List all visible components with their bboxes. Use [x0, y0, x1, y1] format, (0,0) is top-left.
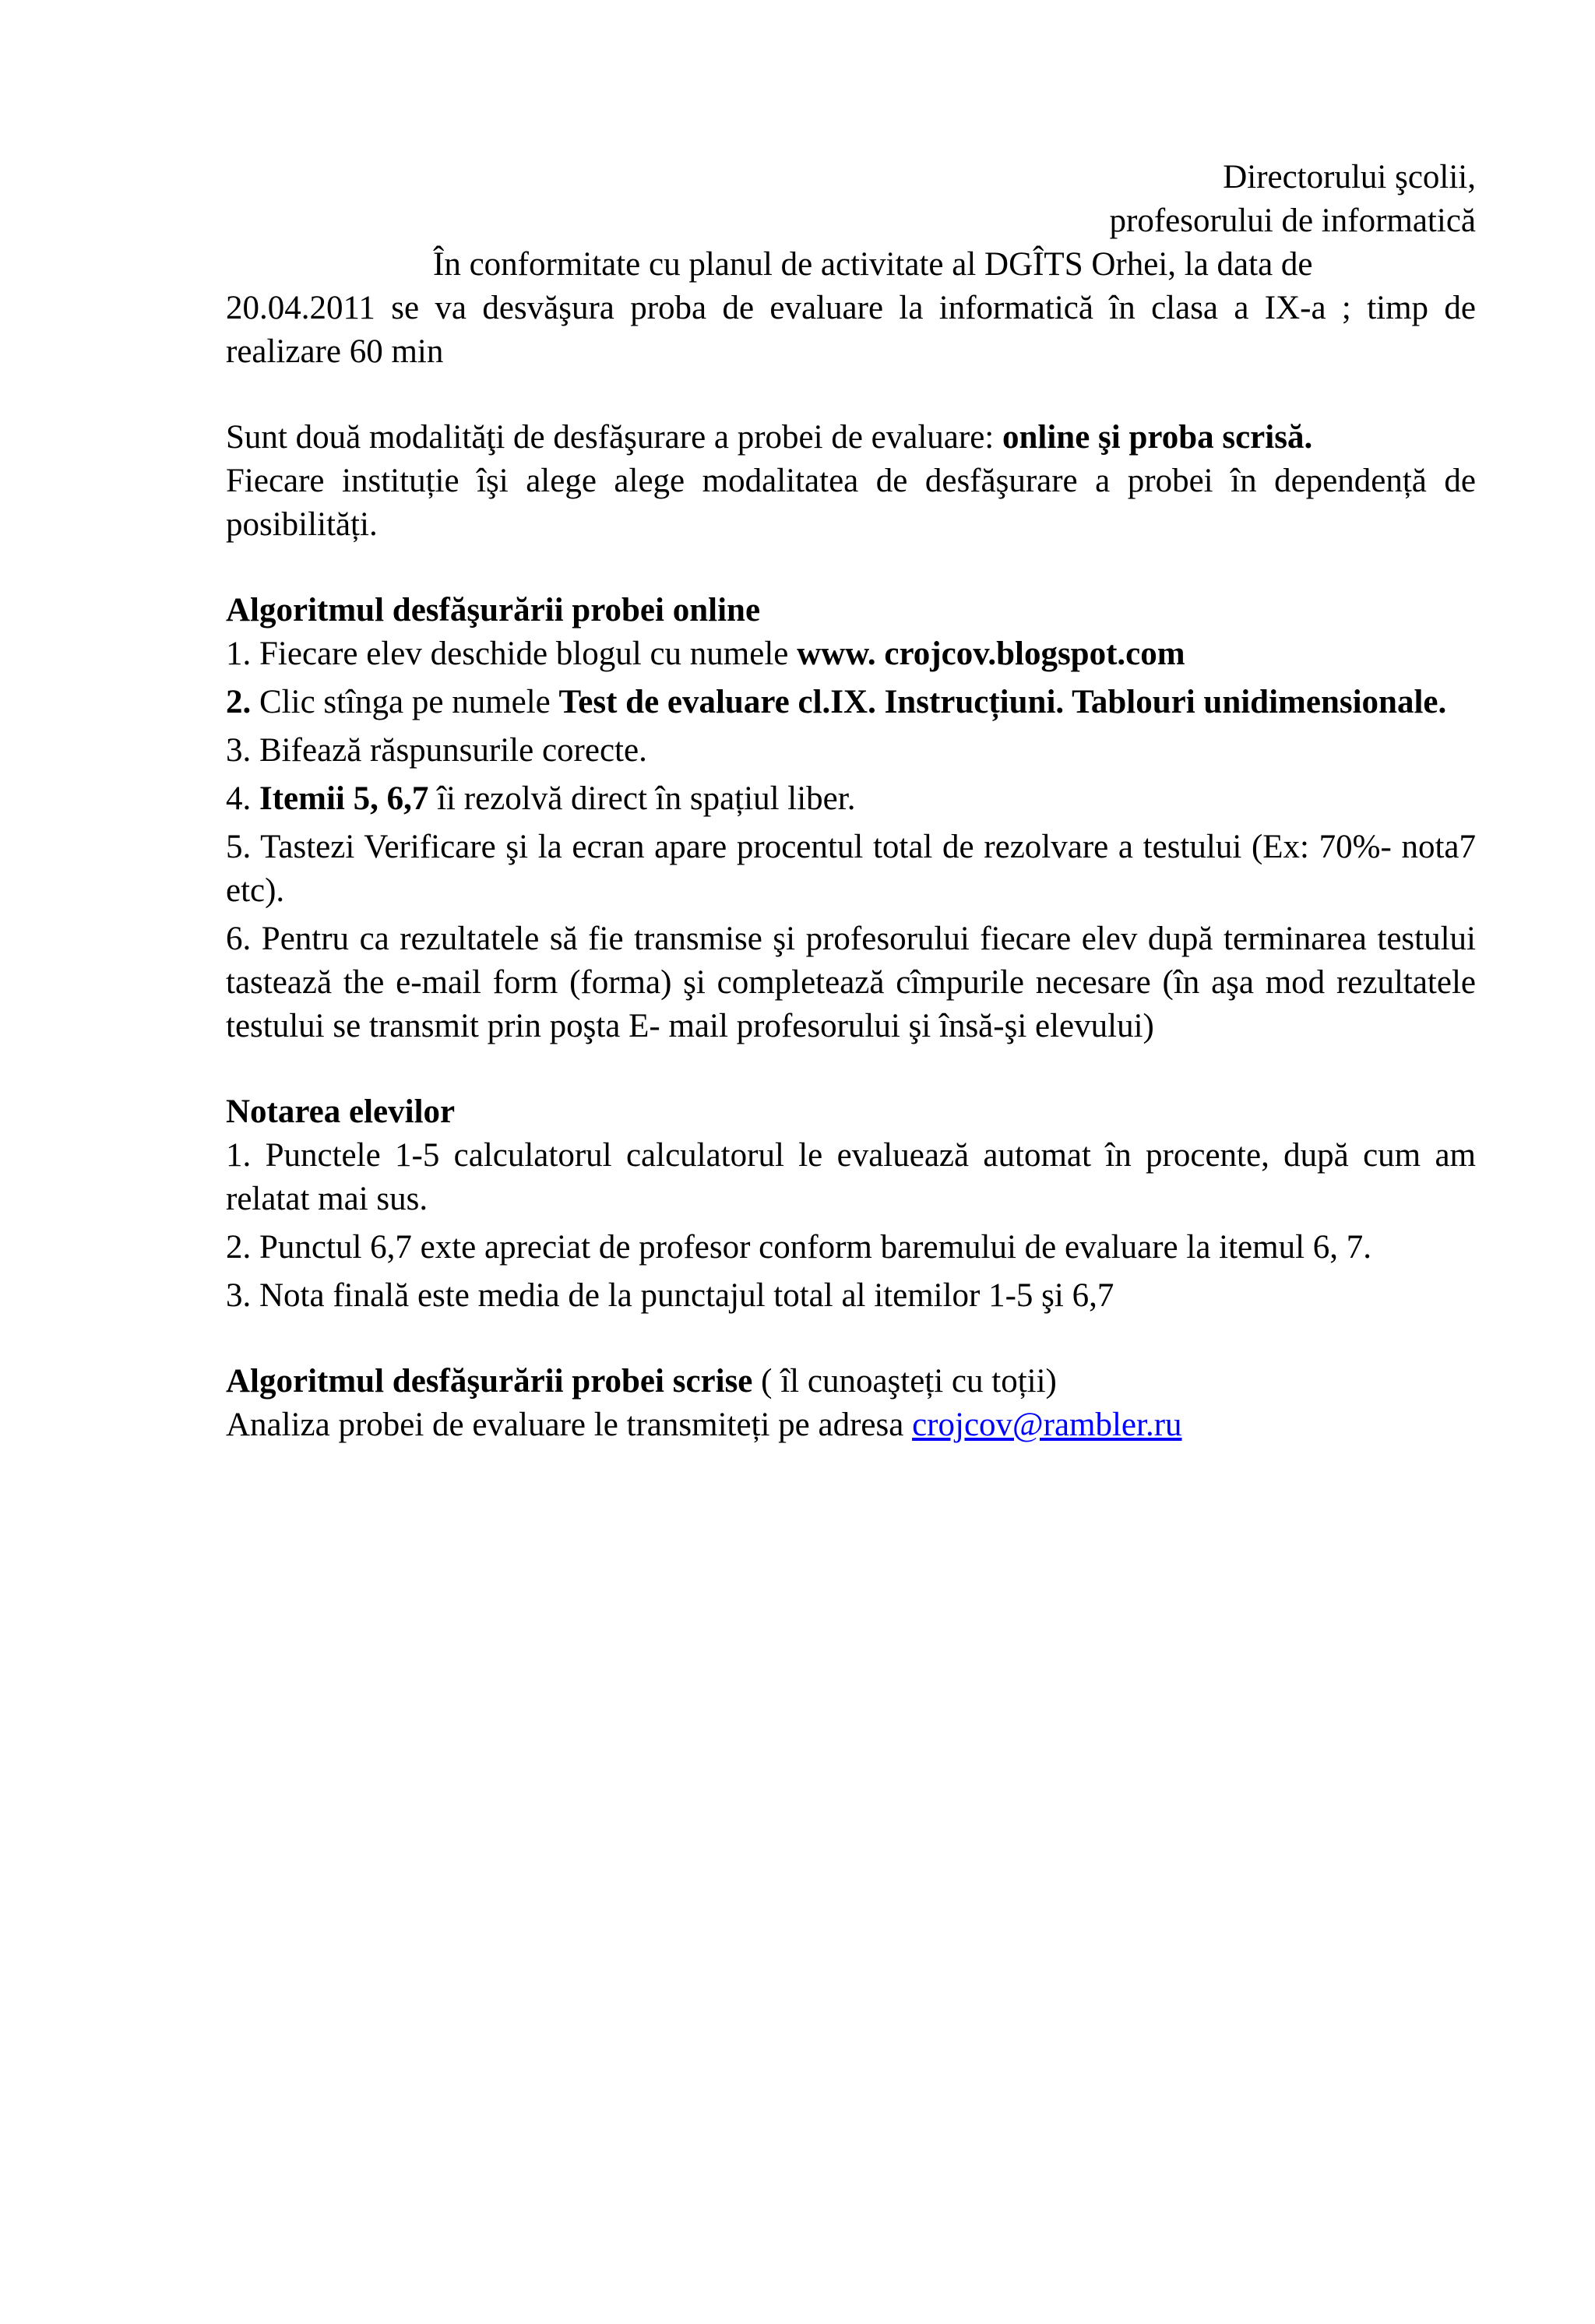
online-step-6: 6. Pentru ca rezultatele să fie transmise şi profesorului fiecare elev după terminarea testului tastează the e-mail form (forma) şi completează cîmpurile necesare (în aşa mod rezultatele testului se transmit prin poşta E- mail profesorului şi însă-şi elevului) [226, 921, 1476, 1044]
online-step-1: 1. Fiecare elev deschide blogul cu numele www. crojcov.blogspot.com [226, 636, 1185, 672]
online-step-4: 4. Itemii 5, 6,7 îi rezolvă direct în spațiul liber. [226, 780, 856, 817]
grading-item-1: 1. Punctele 1-5 calculatorul calculatorul le evaluează automat în procente, după cum am relatat mai sus. [226, 1137, 1476, 1217]
addressee-director: Directorului şcolii, [1223, 159, 1476, 195]
online-heading: Algoritmul desfăşurării probei online [226, 592, 761, 629]
email-link[interactable]: crojcov@rambler.ru [912, 1407, 1182, 1443]
grading-item-2: 2. Punctul 6,7 exte apreciat de profesor conform baremului de evaluare la itemul 6, 7. [226, 1229, 1372, 1266]
modalities-text-2: Fiecare instituție îşi alege alege modalitatea de desfăşurare a probei în dependență de posibilități. [226, 463, 1476, 543]
modalities-text: Sunt două modalităţi de desfăşurare a probei de evaluare: [226, 419, 1002, 456]
intro-first-line: În conformitate cu planul de activitate al DGÎTS Orhei, la data de [433, 246, 1313, 283]
grading-heading: Notarea elevilor [226, 1093, 456, 1130]
test-title: Test de evaluare cl.IX. Instrucțiuni. Tablouri unidimensionale. [558, 684, 1447, 720]
intro-paragraph: 20.04.2011 se va desvăşura proba de evaluare la informatică în clasa a IX-a ; timp de realizare 60 min [226, 290, 1476, 370]
blog-address: www. crojcov.blogspot.com [797, 636, 1185, 672]
grading-item-3: 3. Nota finală este media de la punctajul total al itemilor 1-5 şi 6,7 [226, 1277, 1114, 1314]
items-bold: Itemii 5, 6,7 [259, 780, 429, 817]
modalities-bold: online şi proba scrisă. [1002, 419, 1313, 456]
online-step-2: 2. Clic stînga pe numele Test de evaluare cl.IX. Instrucțiuni. Tablouri unidimensionale. [226, 684, 1447, 720]
online-step-5: 5. Tastezi Verificare şi la ecran apare procentul total de rezolvare a testului (Ex: 70%- nota7 etc). [226, 829, 1476, 909]
document-page [226, 156, 1476, 1447]
addressee-teacher: profesorului de informatică [1109, 202, 1476, 239]
written-heading: Algoritmul desfăşurării probei scrise ( îl cunoaşteți cu toții) [226, 1363, 1057, 1400]
online-step-3: 3. Bifează răspunsurile corecte. [226, 732, 647, 769]
analysis-line: Analiza probei de evaluare le transmiteți pe adresa crojcov@rambler.ru [226, 1407, 1182, 1443]
modalities-paragraph [226, 416, 1476, 547]
